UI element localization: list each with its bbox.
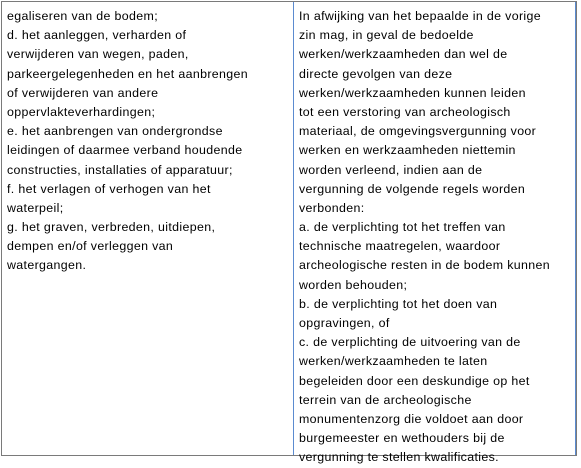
left-cell-line: dempen en/of verleggen van [7,239,174,254]
right-cell-line: c. de verplichting de uitvoering van de [299,335,521,350]
right-cell-line: opgravingen, of [299,316,390,330]
regulation-table [1,1,577,465]
left-cell-line: parkeergelegenheden en het aanbrengen [7,66,248,81]
right-cell-line: burgemeester en wethouders bij de [299,431,505,446]
right-cell-line: archeologische resten in de bodem kunnen [299,258,550,273]
right-cell-line: materiaal, de omgevingsvergunning voor [299,124,537,139]
left-cell-line: e. het aanbrengen van ondergrondse [7,124,223,139]
right-cell-line: monumentenzorg die voldoet aan door [299,411,524,426]
right-cell [293,2,576,465]
right-cell-line: werken/werkzaamheden dan wel de [299,47,508,62]
left-cell-line: egaliseren van de bodem; [7,9,158,23]
right-cell-line: vergunning de volgende regels worden [299,181,526,196]
left-cell-line: oppervlakteverhardingen; [7,104,156,119]
right-cell-line: terrein van de archeologische [299,392,472,407]
right-cell-line: werken en werkzaamheden niettemin [299,143,516,158]
left-cell-line: f. het verlagen of verhogen van het [7,181,211,196]
right-cell-line: verbonden: [299,200,365,215]
right-cell-line: b. de verplichting tot het doen van [299,296,498,311]
right-cell-line: a. de verplichting tot het treffen van [299,220,506,235]
right-cell-line: worden behouden; [299,277,408,292]
left-cell-line: g. het graven, verbreden, uitdiepen, [7,220,216,235]
left-cell-line: constructies, installaties of apparatuur; [7,162,233,177]
right-cell-line: In afwijking van het bepaalde in de vorige [299,9,542,23]
right-cell-line: werken/werkzaamheden kunnen leiden [299,85,526,100]
right-cell-line: technische maatregelen, waardoor [299,239,501,254]
right-cell-line: vergunning te stellen kwalificaties. [299,450,499,465]
right-cell-line: worden verleend, indien aan de [299,162,483,177]
left-cell [2,2,293,455]
left-cell-line: waterpeil; [7,200,64,215]
left-cell-line: of verwijderen van andere [7,85,159,100]
right-cell-line: directe gevolgen van deze [299,66,453,81]
right-cell-line: werken/werkzaamheden te laten [299,354,488,369]
right-cell-line: tot een verstoring van archeologisch [299,104,511,119]
right-cell-line: zin mag, in geval de bedoelde [299,28,474,43]
left-cell-line: watergangen. [7,258,87,273]
right-cell-line: begeleiden door een deskundige op het [299,373,530,388]
left-cell-line: leidingen of daarmee verband houdende [7,143,243,158]
left-cell-line: verwijderen van wegen, paden, [7,47,189,62]
left-cell-line: d. het aanleggen, verharden of [7,28,187,43]
